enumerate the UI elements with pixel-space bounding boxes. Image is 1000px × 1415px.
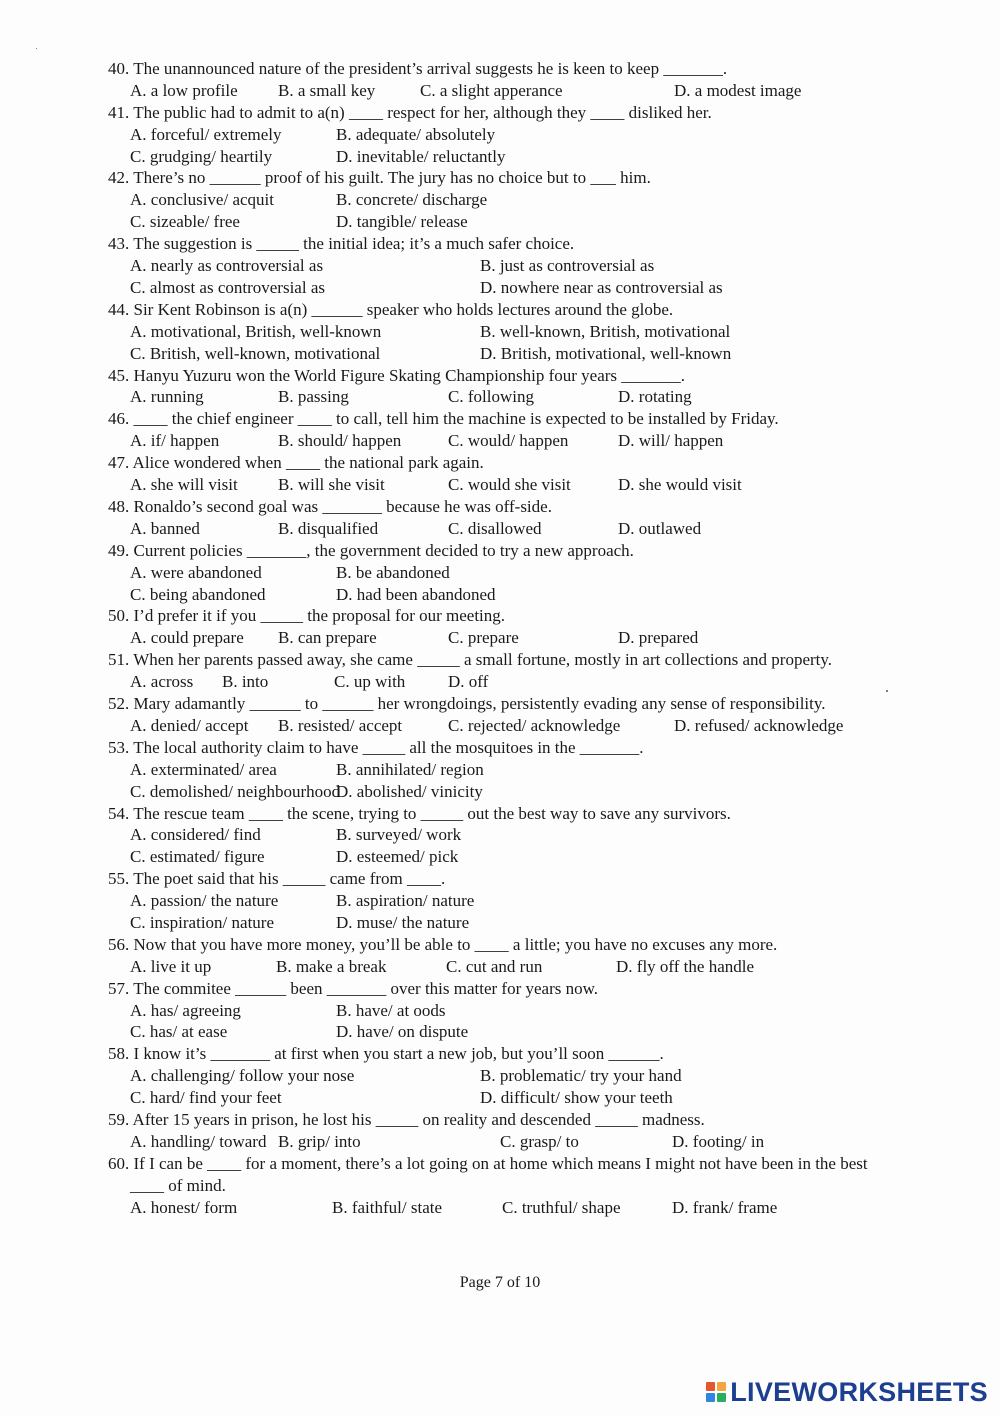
option-a[interactable]: A. considered/ find <box>130 825 261 845</box>
answer-options <box>130 1131 898 1153</box>
option-d[interactable]: D. have/ on dispute <box>336 1022 469 1042</box>
answer-options <box>130 386 898 408</box>
answer-options <box>130 956 898 978</box>
option-c[interactable]: C. almost as controversial as <box>130 277 325 297</box>
option-c[interactable]: C. grudging/ heartily <box>130 146 273 166</box>
option-b[interactable]: B. will she visit <box>278 475 385 495</box>
option-c[interactable]: C. grasp/ to <box>500 1131 579 1151</box>
answer-options <box>130 824 898 846</box>
question-49: 49. Current policies _______, the government decided to try a new approach. <box>108 540 634 560</box>
answer-options <box>130 343 898 365</box>
option-d[interactable]: D. footing/ in <box>672 1131 765 1151</box>
option-d[interactable]: D. muse/ the nature <box>336 912 470 932</box>
option-b[interactable]: B. have/ at oods <box>336 1000 446 1020</box>
question-51: 51. When her parents passed away, she came _____ a small fortune, mostly in art collections and property. <box>108 650 833 670</box>
option-b[interactable]: B. be abandoned <box>336 562 450 582</box>
option-b[interactable]: B. aspiration/ nature <box>336 891 475 911</box>
question-52: 52. Mary adamantly ______ to ______ her wrongdoings, persistently evading any sense of responsibility. <box>108 694 826 714</box>
option-a[interactable]: A. live it up <box>130 956 212 976</box>
option-d[interactable]: D. will/ happen <box>618 431 724 451</box>
answer-options <box>130 715 898 737</box>
option-c[interactable]: C. rejected/ acknowledge <box>448 715 621 735</box>
option-c[interactable]: C. estimated/ figure <box>130 847 265 867</box>
option-d[interactable]: D. outlawed <box>618 518 702 538</box>
option-a[interactable]: A. handling/ toward <box>130 1131 267 1151</box>
question-47: 47. Alice wondered when ____ the national park again. <box>108 453 484 473</box>
option-a[interactable]: A. were abandoned <box>130 562 262 582</box>
option-c[interactable]: C. prepare <box>448 628 519 648</box>
question-list <box>108 58 898 1219</box>
option-d[interactable]: D. abolished/ vinicity <box>336 781 483 801</box>
option-a[interactable]: A. honest/ form <box>130 1197 238 1217</box>
answer-options <box>130 80 898 102</box>
answer-options <box>130 1197 898 1219</box>
option-b[interactable]: B. just as controversial as <box>480 256 655 276</box>
question-43: 43. The suggestion is _____ the initial idea; it’s a much safer choice. <box>108 234 575 254</box>
option-d[interactable]: D. inevitable/ reluctantly <box>336 146 506 166</box>
option-b[interactable]: B. surveyed/ work <box>336 825 462 845</box>
answer-options <box>130 627 898 649</box>
option-a[interactable]: A. running <box>130 387 204 407</box>
answer-options <box>130 474 898 496</box>
liveworksheets-logo[interactable] <box>706 1375 988 1409</box>
answer-options <box>130 124 898 146</box>
question-42: 42. There’s no ______ proof of his guilt. The jury has no choice but to ___ him. <box>108 168 651 188</box>
option-a[interactable]: A. motivational, British, well-known <box>130 321 382 341</box>
option-d[interactable]: D. nowhere near as controversial as <box>480 277 723 297</box>
answer-options <box>130 1000 898 1022</box>
option-d[interactable]: D. had been abandoned <box>336 584 496 604</box>
option-d[interactable]: D. frank/ frame <box>672 1197 778 1217</box>
answer-options <box>130 189 898 211</box>
option-d[interactable]: D. fly off the handle <box>616 956 755 976</box>
option-c[interactable]: C. following <box>448 387 534 407</box>
option-a[interactable]: A. could prepare <box>130 628 244 648</box>
option-b[interactable]: B. can prepare <box>278 628 377 648</box>
option-a[interactable]: A. across <box>130 672 194 692</box>
question-60: 60. If I can be ____ for a moment, there’s a lot going on at home which means I might not have been in the best ____ of mind. <box>108 1153 868 1195</box>
answer-options <box>130 781 898 803</box>
option-a[interactable]: A. denied/ accept <box>130 715 249 735</box>
answer-options <box>130 518 898 540</box>
option-a[interactable]: A. a low profile <box>130 80 238 100</box>
answer-options <box>130 912 898 934</box>
question-46: 46. ____ the chief engineer ____ to call, tell him the machine is expected to be installed by Friday. <box>108 409 779 429</box>
option-c[interactable]: C. British, well-known, motivational <box>130 343 381 363</box>
option-a[interactable]: A. exterminated/ area <box>130 759 277 779</box>
option-c[interactable]: C. demolished/ neighbourhood <box>130 781 341 801</box>
brand-name: LIVEWORKSHEETS <box>730 1376 988 1407</box>
option-c[interactable]: C. disallowed <box>448 518 542 538</box>
answer-options <box>130 1021 898 1043</box>
option-d[interactable]: D. a modest image <box>674 80 802 100</box>
option-c[interactable]: C. up with <box>334 672 406 692</box>
option-b[interactable]: B. grip/ into <box>278 1131 361 1151</box>
scan-speck <box>36 48 37 49</box>
option-b[interactable]: B. problematic/ try your hand <box>480 1066 682 1086</box>
option-a[interactable]: A. she will visit <box>130 475 238 495</box>
option-a[interactable]: A. passion/ the nature <box>130 891 279 911</box>
answer-options <box>130 562 898 584</box>
option-d[interactable]: D. British, motivational, well-known <box>480 343 732 363</box>
option-c[interactable]: C. hard/ find your feet <box>130 1088 282 1108</box>
page-number: Page 7 of 10 <box>459 1274 541 1291</box>
option-b[interactable]: B. faithful/ state <box>332 1197 443 1217</box>
question-45: 45. Hanyu Yuzuru won the World Figure Skating Championship four years _______. <box>108 365 686 385</box>
question-55: 55. The poet said that his _____ came from ____. <box>108 869 446 889</box>
question-40: 40. The unannounced nature of the president’s arrival suggests he is keen to keep _______. <box>108 59 728 78</box>
option-d[interactable]: D. prepared <box>618 628 699 648</box>
answer-options <box>130 759 898 781</box>
option-d[interactable]: D. refused/ acknowledge <box>674 715 844 735</box>
option-c[interactable]: C. being abandoned <box>130 584 266 604</box>
question-54: 54. The rescue team ____ the scene, trying to _____ out the best way to save any survivors. <box>108 803 731 823</box>
option-a[interactable]: A. if/ happen <box>130 431 220 451</box>
option-b[interactable]: B. disqualified <box>278 518 379 538</box>
answer-options <box>130 584 898 606</box>
question-44: 44. Sir Kent Robinson is a(n) ______ speaker who holds lectures around the globe. <box>108 299 674 319</box>
option-c[interactable]: C. would/ happen <box>448 431 569 451</box>
question-59: 59. After 15 years in prison, he lost his _____ on reality and descended _____ madness. <box>108 1110 705 1130</box>
question-58: 58. I know it’s _______ at first when you start a new job, but you’ll soon ______. <box>108 1044 664 1064</box>
option-b[interactable]: B. should/ happen <box>278 431 402 451</box>
answer-options <box>130 1065 898 1087</box>
option-b[interactable]: B. a small key <box>278 80 376 100</box>
answer-options <box>130 1087 898 1109</box>
option-a[interactable]: A. nearly as controversial as <box>130 256 324 276</box>
option-b[interactable]: B. passing <box>278 387 349 407</box>
question-50: 50. I’d prefer it if you _____ the proposal for our meeting. <box>108 606 506 626</box>
option-c[interactable]: C. would she visit <box>448 475 571 495</box>
question-53: 53. The local authority claim to have _____ all the mosquitoes in the _______. <box>108 737 644 757</box>
option-d[interactable]: D. she would visit <box>618 475 742 495</box>
option-a[interactable]: A. conclusive/ acquit <box>130 190 274 210</box>
option-c[interactable]: C. truthful/ shape <box>502 1197 621 1217</box>
logo-grid-icon <box>706 1382 726 1402</box>
option-b[interactable]: B. make a break <box>276 956 387 976</box>
answer-options <box>130 146 898 168</box>
option-d[interactable]: D. off <box>448 672 489 692</box>
option-b[interactable]: B. annihilated/ region <box>336 759 484 779</box>
option-a[interactable]: A. banned <box>130 518 200 538</box>
question-48: 48. Ronaldo’s second goal was _______ because he was off-side. <box>108 496 552 516</box>
option-d[interactable]: D. difficult/ show your teeth <box>480 1088 673 1108</box>
answer-options <box>130 890 898 912</box>
option-d[interactable]: D. rotating <box>618 387 692 407</box>
scan-speck <box>886 690 888 692</box>
option-c[interactable]: C. has/ at ease <box>130 1022 228 1042</box>
answer-options <box>130 846 898 868</box>
option-b[interactable]: B. resisted/ accept <box>278 715 403 735</box>
answer-options <box>130 430 898 452</box>
question-41: 41. The public had to admit to a(n) ____ respect for her, although they ____ disliked her. <box>108 102 712 122</box>
option-b[interactable]: B. into <box>222 672 269 692</box>
option-b[interactable]: B. adequate/ absolutely <box>336 124 496 144</box>
option-c[interactable]: C. sizeable/ free <box>130 212 240 232</box>
answer-options <box>130 671 898 693</box>
option-b[interactable]: B. concrete/ discharge <box>336 190 488 210</box>
question-56: 56. Now that you have more money, you’ll be able to ____ a little; you have no excuses any more. <box>108 934 778 954</box>
option-b[interactable]: B. well-known, British, motivational <box>480 321 731 341</box>
question-57: 57. The commitee ______ been _______ over this matter for years now. <box>108 978 599 998</box>
answer-options <box>130 277 898 299</box>
option-a[interactable]: A. forceful/ extremely <box>130 124 282 144</box>
option-a[interactable]: A. challenging/ follow your nose <box>130 1066 355 1086</box>
option-c[interactable]: C. inspiration/ nature <box>130 912 275 932</box>
option-d[interactable]: D. esteemed/ pick <box>336 847 459 867</box>
answer-options <box>130 321 898 343</box>
option-d[interactable]: D. tangible/ release <box>336 212 468 232</box>
answer-options <box>130 255 898 277</box>
option-c[interactable]: C. a slight apperance <box>420 80 563 100</box>
answer-options <box>130 211 898 233</box>
option-c[interactable]: C. cut and run <box>446 956 543 976</box>
option-a[interactable]: A. has/ agreeing <box>130 1000 241 1020</box>
